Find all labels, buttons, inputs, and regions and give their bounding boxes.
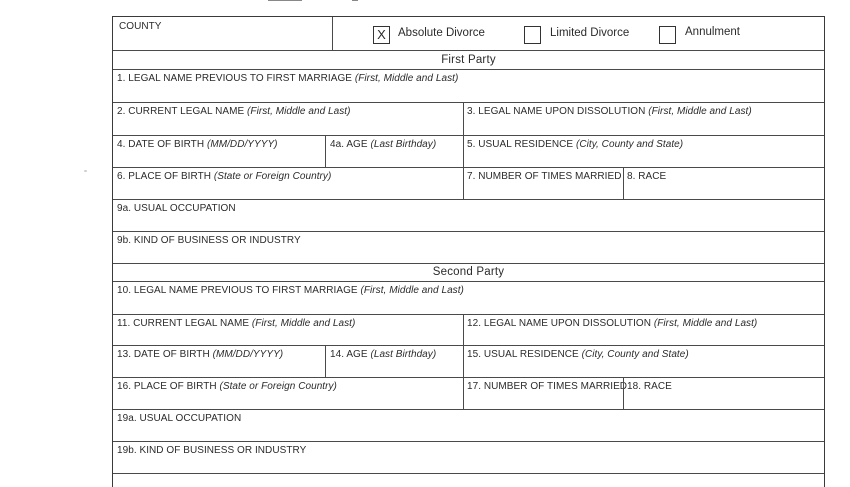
first-party-heading: First Party: [441, 54, 496, 66]
field-6-label: 6. PLACE OF BIRTH (State or Foreign Country): [117, 171, 332, 182]
field-19b-label: 19b. KIND OF BUSINESS OR INDUSTRY: [117, 445, 307, 456]
field-13-label: 13. DATE OF BIRTH (MM/DD/YYYY): [117, 349, 284, 360]
field-9b-label: 9b. KIND OF BUSINESS OR INDUSTRY: [117, 235, 301, 246]
field-5-label: 5. USUAL RESIDENCE (City, County and State): [467, 139, 684, 150]
field-11-label: 11. CURRENT LEGAL NAME (First, Middle and Last): [117, 318, 356, 329]
limited-divorce-checkbox[interactable]: [524, 26, 541, 44]
field-19a-label: 19a. USUAL OCCUPATION: [117, 413, 242, 424]
field-8-label: 8. RACE: [627, 171, 667, 182]
scan-artifact: [0, 0, 360, 6]
annulment-checkbox[interactable]: [659, 26, 676, 44]
field-12-label: 12. LEGAL NAME UPON DISSOLUTION (First, Middle and Last): [467, 318, 758, 329]
field-1-label: 1. LEGAL NAME PREVIOUS TO FIRST MARRIAGE (First, Middle and Last): [117, 73, 459, 84]
scan-speck: [84, 170, 87, 172]
limited-divorce-label: Limited Divorce: [550, 27, 630, 39]
field-9a-label: 9a. USUAL OCCUPATION: [117, 203, 236, 214]
field-15-label: 15. USUAL RESIDENCE (City, County and State): [467, 349, 689, 360]
second-party-heading: Second Party: [432, 266, 505, 278]
field-4a-label: 4a. AGE (Last Birthday): [330, 139, 437, 150]
certificate-form: [112, 16, 825, 487]
field-10-label: 10. LEGAL NAME PREVIOUS TO FIRST MARRIAGE (First, Middle and Last): [117, 285, 464, 296]
field-18-label: 18. RACE: [627, 381, 672, 392]
field-7-label: 7. NUMBER OF TIMES MARRIED: [467, 171, 622, 182]
field-17-label: 17. NUMBER OF TIMES MARRIED: [467, 381, 628, 392]
field-4-label: 4. DATE OF BIRTH (MM/DD/YYYY): [117, 139, 278, 150]
field-2-label: 2. CURRENT LEGAL NAME (First, Middle and Last): [117, 106, 351, 117]
absolute-divorce-label: Absolute Divorce: [398, 27, 485, 39]
annulment-label: Annulment: [685, 26, 740, 38]
field-16-label: 16. PLACE OF BIRTH (State or Foreign Country): [117, 381, 337, 392]
field-3-label: 3. LEGAL NAME UPON DISSOLUTION (First, Middle and Last): [467, 106, 752, 117]
county-label: COUNTY: [119, 21, 162, 32]
field-14-label: 14. AGE (Last Birthday): [330, 349, 437, 360]
absolute-divorce-checkbox[interactable]: X: [373, 26, 390, 44]
